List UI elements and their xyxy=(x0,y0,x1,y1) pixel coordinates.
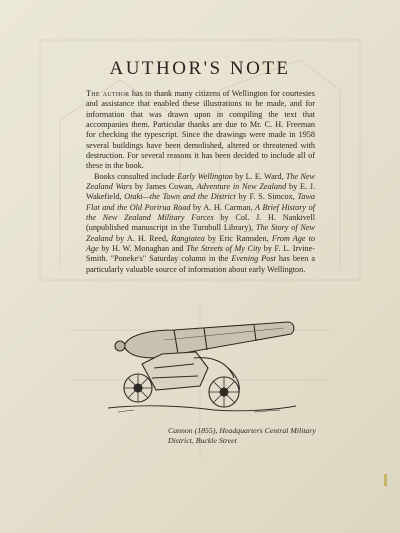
acknowledgements-paragraph xyxy=(86,89,315,172)
reference-text: by James Cowan, xyxy=(132,181,197,191)
book-title: The Story of New Zealand xyxy=(86,223,315,243)
book-title: Otaki—the Town and the District xyxy=(124,192,236,202)
reference-text: by L. E. Ward, xyxy=(232,171,286,181)
reference-text: by H. W. Monaghan and xyxy=(98,243,187,253)
book-title: Evening Post xyxy=(231,254,276,264)
references-paragraph xyxy=(86,172,315,275)
page-title: AUTHOR'S NOTE xyxy=(109,58,291,79)
book-title: Early Wellington xyxy=(177,171,233,181)
book-title: Adventure in New Zealand xyxy=(196,181,287,191)
reference-text: Books consulted include xyxy=(94,171,178,181)
illustration-caption: Cannon (1855), Headquarters Central Military District, Buckle Street xyxy=(168,426,316,445)
reference-text: by Eric Ramsden, xyxy=(204,233,272,243)
book-title: From Age to Age xyxy=(86,233,316,253)
book-title: Tawa Flat and the Old Porirua Road xyxy=(86,192,315,212)
reference-text: by F. L. Irvine-Smith. "Poneke's" Saturday column in the xyxy=(86,243,315,264)
body-text xyxy=(86,89,315,275)
paragraph-text: has to thank many citizens of Wellington for courtesies and assistance that enabled these illustrations to be made, and for information that was drawn upon in compiling the text that accompanies them. Particular thanks are due to Mr. C. H. Freeman for checking the typescript. Since the drawings were made in 1958 several buildings have been demolished, altered or threatened with destruction. For several reasons it has been decided to include all of these in the book. xyxy=(86,89,315,171)
reference-text: by A. H. Reed, xyxy=(112,233,172,243)
reference-text: by F. S. Simcox, xyxy=(235,192,298,202)
cannon-illustration xyxy=(104,308,300,418)
reference-text: by E. J. Wakefield, xyxy=(86,181,315,202)
book-title: Rangiatea xyxy=(171,233,205,243)
book-title: The Streets of My City xyxy=(186,243,262,253)
page-edge-mark xyxy=(384,474,387,486)
reference-text: by A. H. Carman, xyxy=(190,202,256,212)
reference-text: by Col. J. H. Nankivell (unpublished manuscript in the Turnbull Library), xyxy=(86,212,315,233)
book-title: A Brief History of the New Zealand Military Forces xyxy=(86,202,316,222)
book-title: The New Zealand Wars xyxy=(86,171,315,191)
paragraph-lead: The author xyxy=(86,89,130,98)
reference-text: has been a particularly valuable source of information about early Wellington. xyxy=(86,254,315,274)
